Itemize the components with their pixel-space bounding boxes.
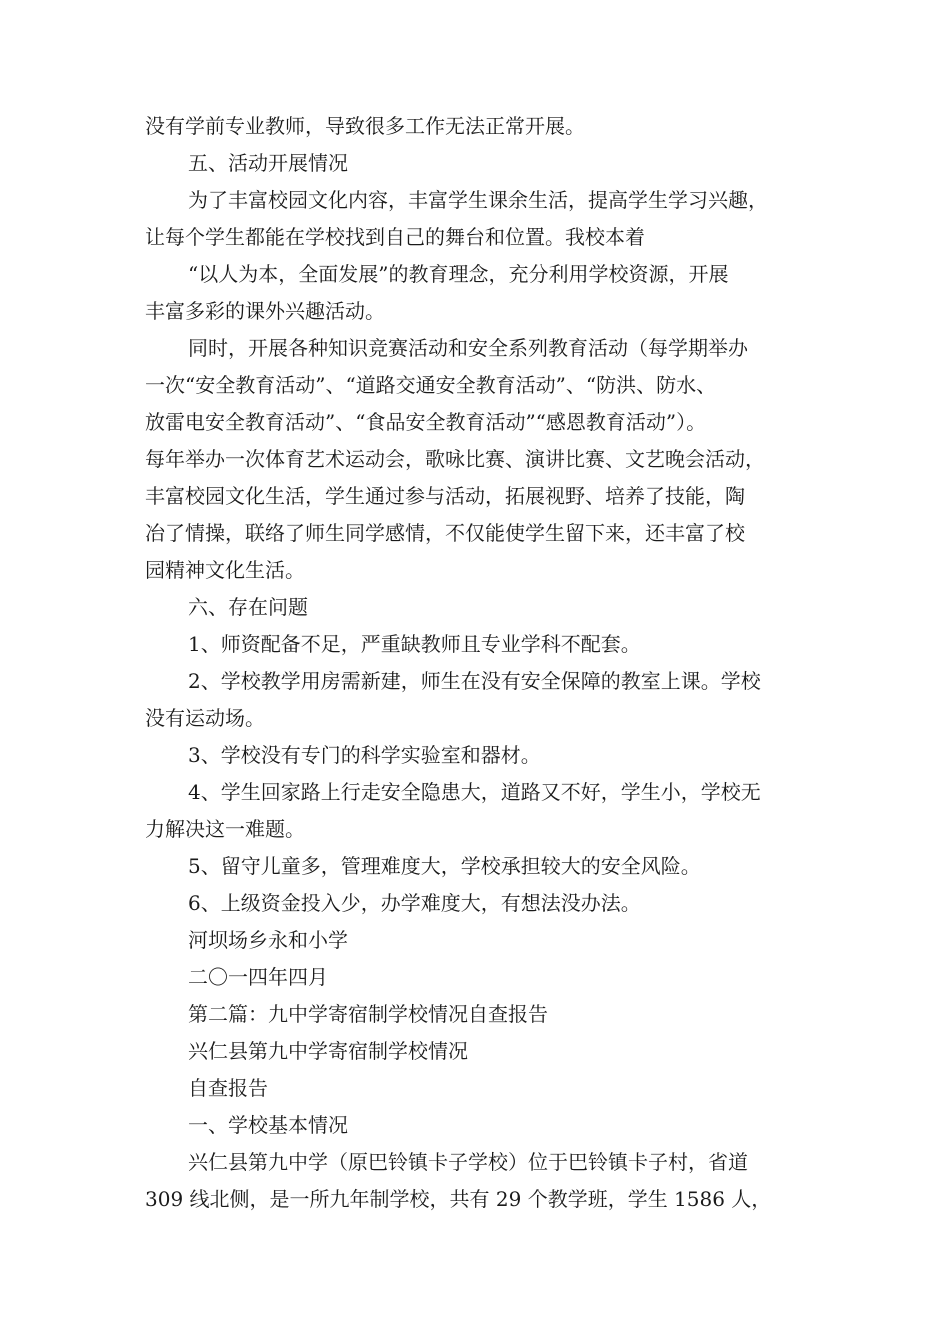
text-line: 六、存在问题 [188,595,308,619]
text-line: 园精神文化生活。 [145,558,305,582]
text-line: 一次“安全教育活动”、“道路交通安全教育活动”、“防洪、防水、 [145,373,717,397]
text-line: 兴仁县第九中学（原巴铃镇卡子学校）位于巴铃镇卡子村，省道 [188,1150,748,1174]
text-line: 每年举办一次体育艺术运动会，歌咏比赛、演讲比赛、文艺晚会活动， [145,447,765,471]
text-line: 自查报告 [188,1076,268,1100]
text-line: 丰富校园文化生活，学生通过参与活动，拓展视野、培养了技能，陶 [145,484,745,508]
text-line: 为了丰富校园文化内容，丰富学生课余生活，提高学生学习兴趣， [188,188,768,212]
text-line: 冶了情操，联络了师生同学感情，不仅能使学生留下来，还丰富了校 [145,521,745,545]
text-line: 309 线北侧，是一所九年制学校，共有 29 个教学班，学生 1586 人， [145,1187,772,1211]
text-line: 兴仁县第九中学寄宿制学校情况 [188,1039,468,1063]
text-line: 让每个学生都能在学校找到自己的舞台和位置。我校本着 [145,225,645,249]
text-line: 第二篇：九中学寄宿制学校情况自查报告 [188,1002,548,1026]
text-line: 5、留守儿童多，管理难度大，学校承担较大的安全风险。 [188,854,701,878]
text-line: 力解决这一难题。 [145,817,305,841]
text-line: “以人为本，全面发展”的教育理念，充分利用学校资源，开展 [188,262,729,286]
text-line: 4、学生回家路上行走安全隐患大，道路又不好，学生小，学校无 [188,780,761,804]
text-line: 丰富多彩的课外兴趣活动。 [145,299,385,323]
text-line: 同时，开展各种知识竞赛活动和安全系列教育活动（每学期举办 [188,336,748,360]
text-line: 二〇一四年四月 [188,965,328,989]
text-line: 3、学校没有专门的科学实验室和器材。 [188,743,541,767]
text-line: 一、学校基本情况 [188,1113,348,1137]
text-line: 没有运动场。 [145,706,265,730]
text-line: 五、活动开展情况 [188,151,348,175]
text-line: 6、上级资金投入少，办学难度大，有想法没办法。 [188,891,641,915]
text-line: 2、学校教学用房需新建，师生在没有安全保障的教室上课。学校 [188,669,761,693]
text-line: 放雷电安全教育活动”、“食品安全教育活动”“感恩教育活动”）。 [145,410,707,434]
document-body [145,108,835,1218]
text-line: 河坝场乡永和小学 [188,928,348,952]
text-line: 1、师资配备不足，严重缺教师且专业学科不配套。 [188,632,641,656]
text-line: 没有学前专业教师，导致很多工作无法正常开展。 [145,114,585,138]
